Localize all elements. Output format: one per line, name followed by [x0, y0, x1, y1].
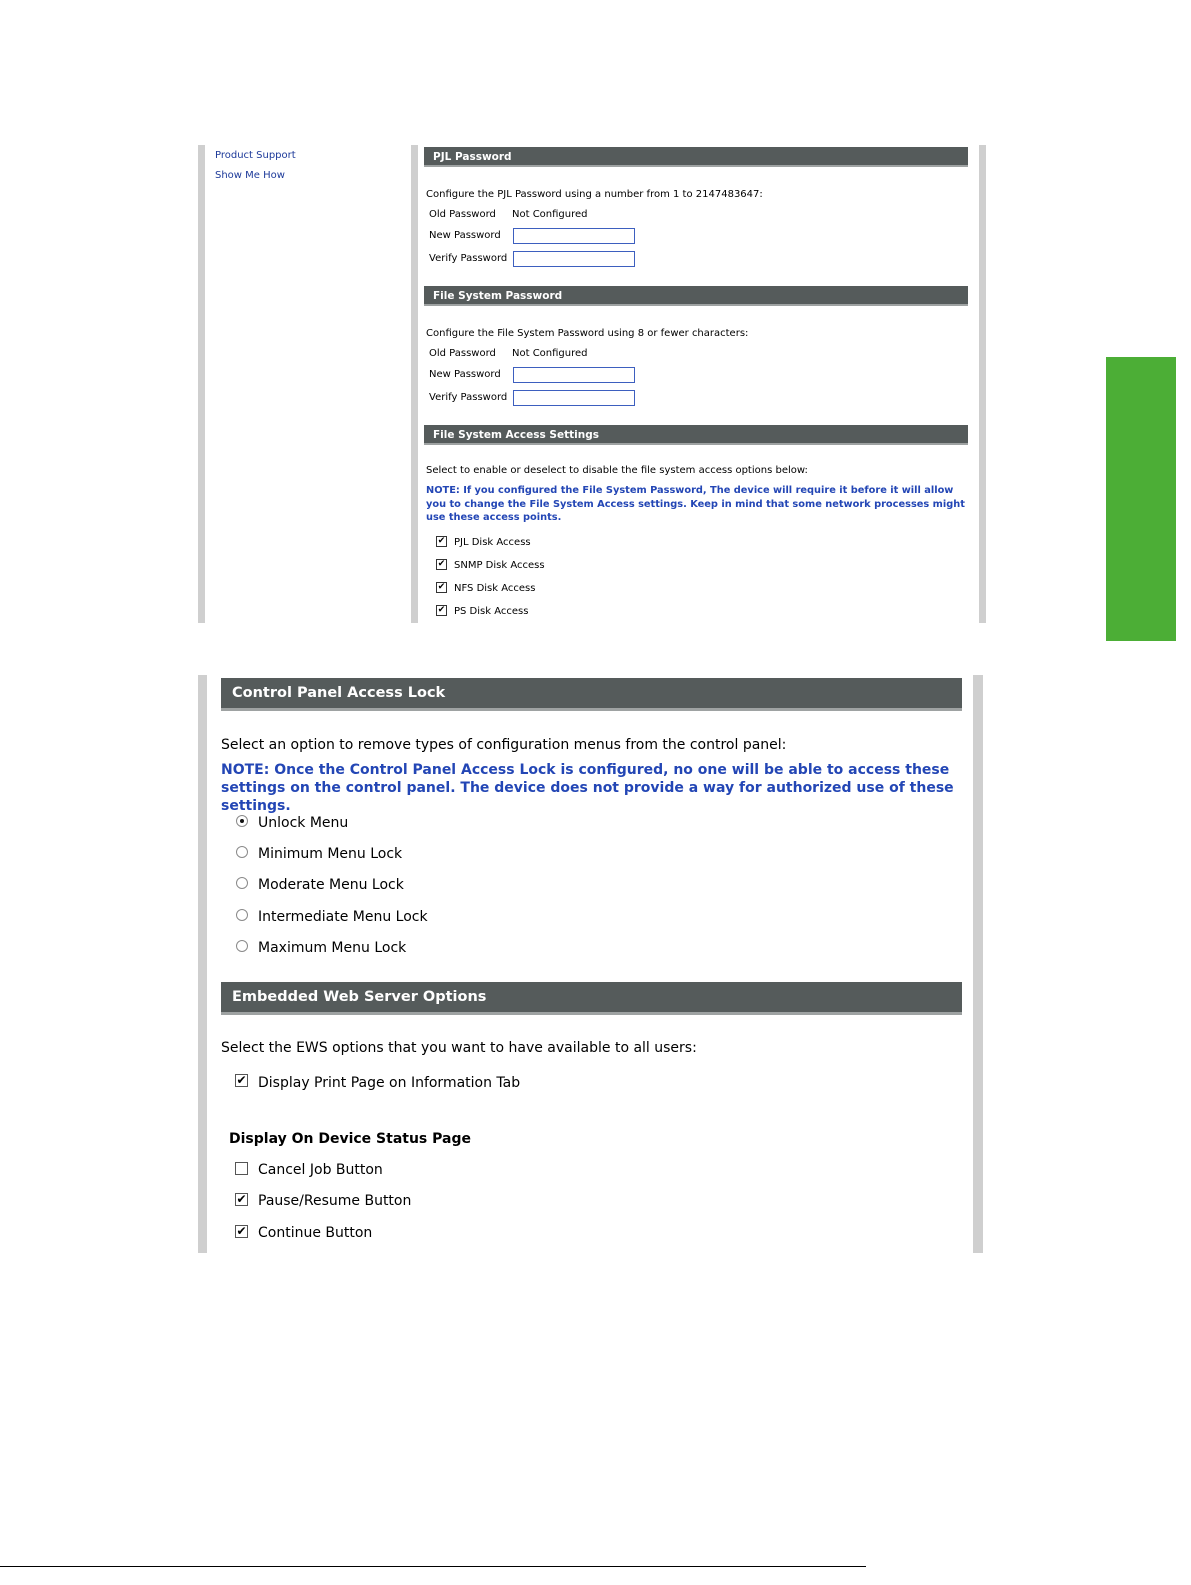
fs-new-password-input[interactable] [513, 367, 635, 383]
pause-resume-button-label: Pause/Resume Button [258, 1193, 412, 1209]
lock-instructions: Select an option to remove types of configuration menus from the control panel: [221, 737, 787, 753]
fs-new-password-label: New Password [429, 369, 501, 380]
pjl-new-password-input[interactable] [513, 228, 635, 244]
pjl-instructions: Configure the PJL Password using a number from 1 to 2147483647: [426, 189, 763, 200]
left-frame-bar [198, 675, 207, 1253]
snmp-disk-access-label: SNMP Disk Access [454, 560, 545, 571]
pjl-verify-password-label: Verify Password [429, 253, 508, 264]
lock-note: NOTE: Once the Control Panel Access Lock is configured, no one will be able to access these settings on the control panel. The device does not provide a way for authorized use of these settings. [221, 762, 954, 814]
fs-verify-password-input[interactable] [513, 390, 635, 406]
minimum-menu-lock-label: Minimum Menu Lock [258, 846, 403, 862]
unlock-menu-label: Unlock Menu [258, 815, 349, 831]
fs-instructions: Configure the File System Password using 8 or fewer characters: [426, 328, 749, 339]
right-frame-bar [979, 145, 986, 623]
maximum-menu-lock-radio[interactable] [236, 940, 248, 952]
moderate-menu-lock-label: Moderate Menu Lock [258, 877, 404, 893]
pause-resume-button-checkbox[interactable]: ✔ [236, 1192, 247, 1206]
fs-verify-password-label: Verify Password [429, 392, 508, 403]
nfs-disk-access-checkbox[interactable]: ✔ [437, 582, 446, 592]
footer-rule [0, 1566, 866, 1567]
ews-instructions: Select the EWS options that you want to have available to all users: [221, 1040, 697, 1056]
ps-disk-access-label: PS Disk Access [454, 606, 529, 617]
screenshot-control-panel-settings [198, 675, 986, 1253]
intermediate-menu-lock-label: Intermediate Menu Lock [258, 909, 428, 925]
divider-bar [411, 145, 418, 623]
ps-disk-access-checkbox[interactable]: ✔ [437, 605, 446, 615]
pjl-old-password-value: Not Configured [512, 209, 588, 220]
pjl-verify-password-input[interactable] [513, 251, 635, 267]
control-panel-access-lock-header: Control Panel Access Lock [221, 678, 962, 711]
intermediate-menu-lock-radio[interactable] [236, 909, 248, 921]
cancel-job-button-checkbox[interactable] [235, 1162, 248, 1175]
product-support-link[interactable]: Product Support [215, 150, 296, 161]
continue-button-checkbox[interactable]: ✔ [236, 1224, 247, 1238]
file-system-password-header: File System Password [424, 286, 968, 306]
unlock-menu-radio[interactable] [236, 815, 248, 827]
pjl-disk-access-checkbox[interactable]: ✔ [437, 536, 446, 546]
display-print-page-label: Display Print Page on Information Tab [258, 1075, 521, 1091]
access-instructions: Select to enable or deselect to disable the file system access options below: [426, 465, 808, 476]
nfs-disk-access-label: NFS Disk Access [454, 583, 536, 594]
fs-old-password-value: Not Configured [512, 348, 588, 359]
show-me-how-link[interactable]: Show Me How [215, 170, 285, 181]
access-note: NOTE: If you configured the File System Password, The device will require it before it will allow you to change the File System Access settings. Keep in mind that some network processes might use these access points. [426, 485, 965, 523]
display-print-page-checkbox[interactable]: ✔ [236, 1073, 247, 1087]
file-system-access-header: File System Access Settings [424, 425, 968, 445]
pjl-disk-access-label: PJL Disk Access [454, 537, 531, 548]
snmp-disk-access-checkbox[interactable]: ✔ [437, 559, 446, 569]
maximum-menu-lock-label: Maximum Menu Lock [258, 940, 407, 956]
device-status-subheader: Display On Device Status Page [229, 1131, 471, 1147]
continue-button-label: Continue Button [258, 1225, 373, 1241]
cancel-job-button-label: Cancel Job Button [258, 1162, 383, 1178]
minimum-menu-lock-radio[interactable] [236, 846, 248, 858]
pjl-old-password-label: Old Password [429, 209, 496, 220]
screenshot-security-settings [198, 145, 986, 623]
ews-options-header: Embedded Web Server Options [221, 982, 962, 1015]
moderate-menu-lock-radio[interactable] [236, 877, 248, 889]
fs-old-password-label: Old Password [429, 348, 496, 359]
chapter-side-tab [1106, 357, 1176, 641]
pjl-password-header: PJL Password [424, 147, 968, 167]
left-frame-bar [198, 145, 205, 623]
pjl-new-password-label: New Password [429, 230, 501, 241]
